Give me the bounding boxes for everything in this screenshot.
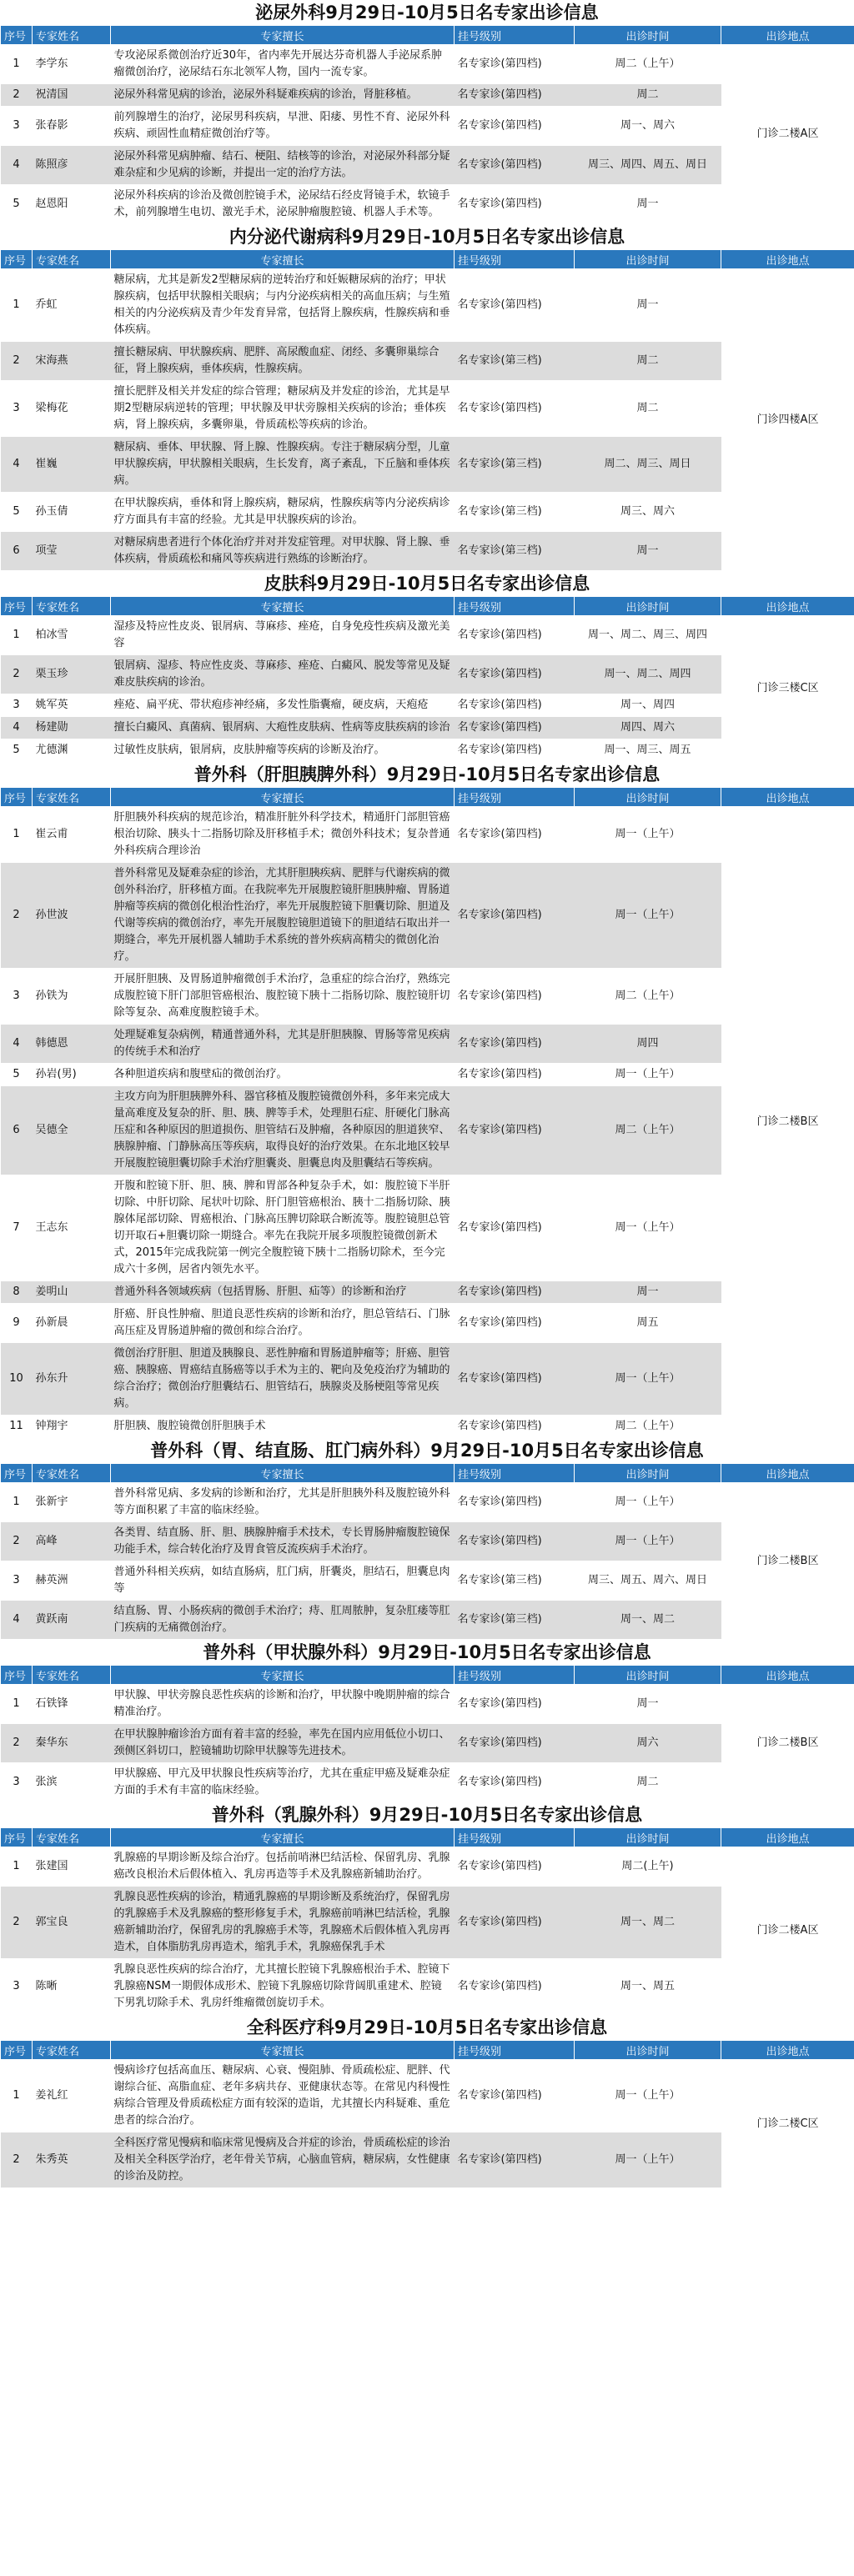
- expert-specialty: 普通外科相关疾病，如结直肠病，肛门病，肝囊炎，胆结石，胆囊息肉等: [111, 1561, 455, 1601]
- clinic-time: 周一、周三、周五: [575, 739, 721, 762]
- expert-specialty: 全科医疗常见慢病和临床常见慢病及合并症的诊治，骨质疏松症的诊治及相关全科医学治疗，老年骨关节病，心脑血管病，糖尿病，女性健康的诊治及防控。: [111, 2132, 455, 2188]
- clinic-time: 周三、周四、周五、周日: [575, 146, 721, 185]
- expert-name: 栗玉珍: [33, 655, 111, 694]
- specialty-header: 专家擅长: [111, 597, 455, 616]
- table-row: [1, 269, 854, 342]
- schedule-table: [0, 787, 854, 1438]
- expert-specialty: 泌尿外科疾病的诊治及微创腔镜手术，泌尿结石经皮肾镜手术，软镜手术，前列腺增生电切、激光手术，泌尿肿瘤腹腔镜、机器人手术等。: [111, 185, 455, 224]
- section-title: 皮肤科9月29日-10月5日名专家出诊信息: [0, 571, 854, 596]
- expert-name: 陈晰: [33, 1959, 111, 2015]
- expert-specialty: 肝癌、肝良性肿瘤、胆道良恶性疾病的诊断和治疗，胆总管结石、门脉高压症及胃肠道肿瘤的微创和综合治疗。: [111, 1304, 455, 1343]
- name-header: 专家姓名: [33, 597, 111, 616]
- clinic-location: 门诊二楼B区: [721, 807, 854, 1438]
- row-number: 1: [1, 807, 33, 863]
- section-title: 普外科（乳腺外科）9月29日-10月5日名专家出诊信息: [0, 1802, 854, 1827]
- name-header: 专家姓名: [33, 2041, 111, 2060]
- clinic-time: 周一、周六: [575, 107, 721, 146]
- row-number: 3: [1, 694, 33, 717]
- row-number: 3: [1, 381, 33, 437]
- clinic-time: 周二（上午）: [575, 1086, 721, 1175]
- clinic-time: 周一（上午）: [575, 807, 721, 863]
- row-number: 2: [1, 655, 33, 694]
- registration-level: 名专家诊(第四档): [455, 107, 575, 146]
- department-section: [0, 762, 854, 1438]
- registration-level: 名专家诊(第四档): [455, 1304, 575, 1343]
- expert-specialty: 乳腺良恶性疾病的诊治，精通乳腺癌的早期诊断及系统治疗，保留乳房的乳腺癌手术及乳腺癌的整形修复手术，乳腺癌前哨淋巴结活检，乳腺癌新辅助治疗，保留乳房的乳腺癌手术等，乳腺癌术后假体植入乳房再造术，自体脂肪乳房再造术，缩乳手术，乳腺癌保乳手术: [111, 1887, 455, 1959]
- clinic-time: 周四、周六: [575, 717, 721, 739]
- registration-level: 名专家诊(第四档): [455, 2060, 575, 2132]
- specialty-header: 专家擅长: [111, 2041, 455, 2060]
- row-number: 2: [1, 1522, 33, 1561]
- expert-specialty: 各类胃、结直肠、肝、胆、胰腺肿瘤手术技术，专长胃肠肿瘤腹腔镜保功能手术，综合转化治疗及胃食管反流疾病手术治疗。: [111, 1522, 455, 1561]
- level-header: 挂号级别: [455, 26, 575, 45]
- registration-level: 名专家诊(第四档): [455, 739, 575, 762]
- expert-specialty: 在甲状腺肿瘤诊治方面有着丰富的经验，率先在国内应用低位小切口、颈侧区斜切口，腔镜辅助切除甲状腺等先进技术。: [111, 1724, 455, 1763]
- clinic-time: 周四: [575, 1025, 721, 1064]
- seq-header: 序号: [1, 26, 33, 45]
- registration-level: 名专家诊(第四档): [455, 1522, 575, 1561]
- specialty-header: 专家擅长: [111, 788, 455, 807]
- clinic-time: 周一、周二、周四: [575, 655, 721, 694]
- row-number: 8: [1, 1281, 33, 1304]
- registration-level: 名专家诊(第四档): [455, 2132, 575, 2188]
- header-row: [1, 1666, 854, 1685]
- expert-name: 孙岩(男): [33, 1064, 111, 1086]
- row-number: 6: [1, 1086, 33, 1175]
- clinic-time: 周一: [575, 532, 721, 571]
- expert-name: 祝清国: [33, 84, 111, 107]
- table-row: [1, 1483, 854, 1522]
- department-section: [0, 1438, 854, 1640]
- row-number: 10: [1, 1343, 33, 1416]
- expert-specialty: 主攻方向为肝胆胰脾外科、器官移植及腹腔镜微创外科，多年来完成大量高难度及复杂的肝、胆、胰、脾等手术，处理胆石症、肝硬化门脉高压症和各种原因的胆道损伤、胆管结石及肿瘤，各种原因的胆道狭窄、胰腺肿瘤、门静脉高压等疾病，取得良好的治疗效果。在东北地区较早开展腹腔镜胆囊切除手术治疗胆囊炎、胆囊息肉及胆囊结石等疾病。: [111, 1086, 455, 1175]
- registration-level: 名专家诊(第四档): [455, 1416, 575, 1438]
- expert-name: 秦华东: [33, 1724, 111, 1763]
- section-title: 泌尿外科9月29日-10月5日名专家出诊信息: [0, 0, 854, 25]
- row-number: 2: [1, 342, 33, 381]
- clinic-time: 周二(上午): [575, 1847, 721, 1887]
- header-row: [1, 250, 854, 269]
- row-number: 5: [1, 185, 33, 224]
- registration-level: 名专家诊(第四档): [455, 655, 575, 694]
- seq-header: 序号: [1, 1464, 33, 1483]
- clinic-time: 周六: [575, 1724, 721, 1763]
- registration-level: 名专家诊(第三档): [455, 1601, 575, 1640]
- clinic-time: 周二: [575, 381, 721, 437]
- expert-specialty: 擅长肥胖及相关并发症的综合管理；糖尿病及并发症的诊治，尤其是早期2型糖尿病逆转的管理；甲状腺及甲状旁腺相关疾病的诊治；垂体疾病，肾上腺疾病，多囊卵巢，骨质疏松等疾病的诊治。: [111, 381, 455, 437]
- expert-name: 王志东: [33, 1175, 111, 1281]
- row-number: 4: [1, 146, 33, 185]
- seq-header: 序号: [1, 788, 33, 807]
- registration-level: 名专家诊(第四档): [455, 1281, 575, 1304]
- table-row: [1, 45, 854, 84]
- registration-level: 名专家诊(第四档): [455, 185, 575, 224]
- expert-specialty: 普外科常见及疑难杂症的诊治，尤其肝胆胰疾病、肥胖与代谢疾病的微创外科治疗，肝移植方面。在我院率先开展腹腔镜肝胆胰肿瘤、胃肠道肿瘤等疾病的微创化根治性治疗，率先开展腹腔镜下胆囊切除、胆道及代谢等疾病的微创治疗，率先开展腹腔镜胆道镜下的胆道结石取出并一期缝合，率先开展机器人辅助手术系统的普外疾病高精尖的微创化治疗。: [111, 863, 455, 969]
- registration-level: 名专家诊(第四档): [455, 1025, 575, 1064]
- expert-name: 孙铁为: [33, 969, 111, 1025]
- expert-name: 吴德全: [33, 1086, 111, 1175]
- clinic-time: 周二: [575, 1763, 721, 1802]
- row-number: 2: [1, 1887, 33, 1959]
- level-header: 挂号级别: [455, 1828, 575, 1847]
- location-header: 出诊地点: [721, 1828, 854, 1847]
- clinic-time: 周二: [575, 342, 721, 381]
- department-section: [0, 1802, 854, 2015]
- time-header: 出诊时间: [575, 788, 721, 807]
- clinic-location: 门诊三楼C区: [721, 616, 854, 762]
- expert-name: 姜明山: [33, 1281, 111, 1304]
- clinic-time: 周一（上午）: [575, 1064, 721, 1086]
- expert-name: 韩德恩: [33, 1025, 111, 1064]
- name-header: 专家姓名: [33, 1666, 111, 1685]
- expert-name: 陈照彦: [33, 146, 111, 185]
- row-number: 4: [1, 1025, 33, 1064]
- time-header: 出诊时间: [575, 1666, 721, 1685]
- expert-specialty: 甲状腺癌、甲亢及甲状腺良性疾病等治疗，尤其在重症甲癌及疑难杂症方面的手术有丰富的临床经验。: [111, 1763, 455, 1802]
- expert-specialty: 普外科常见病、多发病的诊断和治疗，尤其是肝胆胰外科及腹腔镜外科等方面积累了丰富的临床经验。: [111, 1483, 455, 1522]
- table-row: [1, 616, 854, 655]
- row-number: 2: [1, 1724, 33, 1763]
- seq-header: 序号: [1, 597, 33, 616]
- department-section: [0, 0, 854, 224]
- registration-level: 名专家诊(第三档): [455, 532, 575, 571]
- time-header: 出诊时间: [575, 26, 721, 45]
- location-header: 出诊地点: [721, 26, 854, 45]
- location-header: 出诊地点: [721, 1666, 854, 1685]
- row-number: 1: [1, 269, 33, 342]
- row-number: 2: [1, 84, 33, 107]
- table-row: [1, 1847, 854, 1887]
- level-header: 挂号级别: [455, 1464, 575, 1483]
- section-title: 普外科（甲状腺外科）9月29日-10月5日名专家出诊信息: [0, 1640, 854, 1665]
- specialty-header: 专家擅长: [111, 1828, 455, 1847]
- level-header: 挂号级别: [455, 597, 575, 616]
- row-number: 4: [1, 1601, 33, 1640]
- expert-name: 梁梅花: [33, 381, 111, 437]
- department-section: [0, 1640, 854, 1802]
- section-title: 全科医疗科9月29日-10月5日名专家出诊信息: [0, 2015, 854, 2040]
- expert-specialty: 擅长白癜风、真菌病、银屑病、大疱性皮肤病、性病等皮肤疾病的诊治: [111, 717, 455, 739]
- expert-name: 尤德渊: [33, 739, 111, 762]
- clinic-time: 周一: [575, 1685, 721, 1724]
- expert-specialty: 痤疮、扁平疣、带状疱疹神经痛，多发性脂囊瘤，硬皮病，天疱疮: [111, 694, 455, 717]
- registration-level: 名专家诊(第四档): [455, 1064, 575, 1086]
- registration-level: 名专家诊(第四档): [455, 1175, 575, 1281]
- row-number: 1: [1, 45, 33, 84]
- clinic-location: 门诊四楼A区: [721, 269, 854, 571]
- location-header: 出诊地点: [721, 597, 854, 616]
- specialty-header: 专家擅长: [111, 1464, 455, 1483]
- header-row: [1, 1828, 854, 1847]
- row-number: 3: [1, 107, 33, 146]
- clinic-time: 周一: [575, 1281, 721, 1304]
- expert-name: 朱秀英: [33, 2132, 111, 2188]
- clinic-time: 周二（上午）: [575, 969, 721, 1025]
- location-header: 出诊地点: [721, 788, 854, 807]
- table-row: [1, 2060, 854, 2132]
- clinic-location: 门诊二楼B区: [721, 1685, 854, 1802]
- expert-specialty: 普通外科各领域疾病（包括胃肠、肝胆、疝等）的诊断和治疗: [111, 1281, 455, 1304]
- seq-header: 序号: [1, 1666, 33, 1685]
- department-section: [0, 571, 854, 762]
- expert-specialty: 乳腺癌的早期诊断及综合治疗。包括前哨淋巴结活检、保留乳房、乳腺癌改良根治术后假体植入、乳房再造等手术及乳腺癌新辅助治疗。: [111, 1847, 455, 1887]
- registration-level: 名专家诊(第四档): [455, 863, 575, 969]
- registration-level: 名专家诊(第四档): [455, 84, 575, 107]
- expert-specialty: 结直肠、胃、小肠疾病的微创手术治疗；痔、肛周脓肿，复杂肛瘘等肛门疾病的无痛微创治疗。: [111, 1601, 455, 1640]
- row-number: 1: [1, 1483, 33, 1522]
- expert-name: 张建国: [33, 1847, 111, 1887]
- clinic-time: 周三、周五、周六、周日: [575, 1561, 721, 1601]
- location-header: 出诊地点: [721, 1464, 854, 1483]
- expert-specialty: 微创治疗肝胆、胆道及胰腺良、恶性肿瘤和胃肠道肿瘤等；肝癌、胆管癌、胰腺癌、胃癌结直肠癌等以手术为主的、靶向及免疫治疗为辅助的综合治疗；微创治疗胆囊结石、胆管结石，胰腺炎及肠梗阻等常见疾病。: [111, 1343, 455, 1416]
- expert-specialty: 泌尿外科常见病的诊治，泌尿外科疑难疾病的诊治，肾脏移植。: [111, 84, 455, 107]
- row-number: 2: [1, 2132, 33, 2188]
- registration-level: 名专家诊(第三档): [455, 1561, 575, 1601]
- time-header: 出诊时间: [575, 597, 721, 616]
- clinic-time: 周一、周五: [575, 1959, 721, 2015]
- expert-name: 赫英洲: [33, 1561, 111, 1601]
- expert-name: 孙世波: [33, 863, 111, 969]
- schedule-table: [0, 1463, 854, 1640]
- expert-name: 姚军英: [33, 694, 111, 717]
- clinic-time: 周一（上午）: [575, 2060, 721, 2132]
- row-number: 1: [1, 1847, 33, 1887]
- expert-name: 孙东升: [33, 1343, 111, 1416]
- clinic-location: 门诊二楼A区: [721, 45, 854, 224]
- time-header: 出诊时间: [575, 1828, 721, 1847]
- registration-level: 名专家诊(第四档): [455, 1086, 575, 1175]
- clinic-time: 周一、周二、周三、周四: [575, 616, 721, 655]
- registration-level: 名专家诊(第四档): [455, 1763, 575, 1802]
- registration-level: 名专家诊(第四档): [455, 1847, 575, 1887]
- expert-name: 郭宝良: [33, 1887, 111, 1959]
- expert-name: 张新宇: [33, 1483, 111, 1522]
- expert-name: 柏冰雪: [33, 616, 111, 655]
- expert-specialty: 肝胆胰外科疾病的规范诊治，精准肝脏外科学技术，精通肝门部胆管癌根治切除、胰头十二指肠切除及肝移植手术；微创外科技术；复杂普通外科疾病合理诊治: [111, 807, 455, 863]
- registration-level: 名专家诊(第四档): [455, 694, 575, 717]
- row-number: 5: [1, 493, 33, 532]
- specialty-header: 专家擅长: [111, 250, 455, 269]
- time-header: 出诊时间: [575, 250, 721, 269]
- level-header: 挂号级别: [455, 788, 575, 807]
- registration-level: 名专家诊(第四档): [455, 1685, 575, 1724]
- expert-name: 李学东: [33, 45, 111, 84]
- location-header: 出诊地点: [721, 2041, 854, 2060]
- location-header: 出诊地点: [721, 250, 854, 269]
- level-header: 挂号级别: [455, 250, 575, 269]
- expert-specialty: 对糖尿病患者进行个体化治疗并对并发症管理。对甲状腺、肾上腺、垂体疾病，骨质疏松和痛风等疾病进行熟练的诊断治疗。: [111, 532, 455, 571]
- expert-specialty: 擅长糖尿病、甲状腺疾病、肥胖、高尿酸血症、闭经、多囊卵巢综合征，肾上腺疾病，垂体疾病，性腺疾病。: [111, 342, 455, 381]
- clinic-time: 周一（上午）: [575, 1522, 721, 1561]
- registration-level: 名专家诊(第四档): [455, 717, 575, 739]
- registration-level: 名专家诊(第四档): [455, 1343, 575, 1416]
- clinic-time: 周三、周六: [575, 493, 721, 532]
- clinic-time: 周五: [575, 1304, 721, 1343]
- schedule-table: [0, 596, 854, 762]
- registration-level: 名专家诊(第四档): [455, 807, 575, 863]
- expert-name: 崔巍: [33, 437, 111, 493]
- row-number: 6: [1, 532, 33, 571]
- expert-name: 崔云甫: [33, 807, 111, 863]
- table-row: [1, 1685, 854, 1724]
- expert-specialty: 乳腺良恶性疾病的综合治疗，尤其擅长腔镜下乳腺癌根治手术、腔镜下乳腺癌NSM一期假体成形术、腔镜下乳腺癌切除背阔肌重建术、腔镜下男乳切除手术、乳房纤维瘤微创旋切手术。: [111, 1959, 455, 2015]
- schedule-table: [0, 25, 854, 224]
- registration-level: 名专家诊(第四档): [455, 146, 575, 185]
- registration-level: 名专家诊(第四档): [455, 1887, 575, 1959]
- expert-specialty: 过敏性皮肤病，银屑病，皮肤肿瘤等疾病的诊断及治疗。: [111, 739, 455, 762]
- registration-level: 名专家诊(第四档): [455, 1724, 575, 1763]
- expert-name: 张滨: [33, 1763, 111, 1802]
- specialty-header: 专家擅长: [111, 26, 455, 45]
- expert-specialty: 糖尿病，尤其是新发2型糖尿病的逆转治疗和妊娠糖尿病的治疗；甲状腺疾病，包括甲状腺相关眼病；与内分泌疾病相关的高血压病；与生殖相关的内分泌疾病及青少年发育异常，包括肾上腺疾病，性腺疾病和垂体疾病。: [111, 269, 455, 342]
- expert-specialty: 各种胆道疾病和腹壁疝的微创治疗。: [111, 1064, 455, 1086]
- expert-name: 孙新晨: [33, 1304, 111, 1343]
- expert-specialty: 肝胆胰、腹腔镜微创肝胆胰手术: [111, 1416, 455, 1438]
- expert-specialty: 湿疹及特应性皮炎、银屑病、荨麻疹、痤疮，自身免疫性疾病及激光美容: [111, 616, 455, 655]
- clinic-time: 周二、周三、周日: [575, 437, 721, 493]
- row-number: 11: [1, 1416, 33, 1438]
- name-header: 专家姓名: [33, 26, 111, 45]
- clinic-time: 周一、周四: [575, 694, 721, 717]
- name-header: 专家姓名: [33, 788, 111, 807]
- expert-name: 孙玉倩: [33, 493, 111, 532]
- name-header: 专家姓名: [33, 1464, 111, 1483]
- clinic-time: 周一: [575, 269, 721, 342]
- registration-level: 名专家诊(第三档): [455, 437, 575, 493]
- table-row: [1, 807, 854, 863]
- name-header: 专家姓名: [33, 250, 111, 269]
- expert-name: 钟翔宇: [33, 1416, 111, 1438]
- clinic-time: 周一: [575, 185, 721, 224]
- registration-level: 名专家诊(第三档): [455, 493, 575, 532]
- section-title: 普外科（肝胆胰脾外科）9月29日-10月5日名专家出诊信息: [0, 762, 854, 787]
- clinic-location: 门诊二楼A区: [721, 1847, 854, 2015]
- expert-name: 姜礼红: [33, 2060, 111, 2132]
- section-title: 内分泌代谢病科9月29日-10月5日名专家出诊信息: [0, 224, 854, 249]
- row-number: 7: [1, 1175, 33, 1281]
- name-header: 专家姓名: [33, 1828, 111, 1847]
- schedule-table: [0, 2040, 854, 2188]
- row-number: 3: [1, 1959, 33, 2015]
- expert-specialty: 前列腺增生的治疗，泌尿男科疾病，早泄、阳痿、男性不育、泌尿外科疾病、顽固性血精症微创治疗等。: [111, 107, 455, 146]
- expert-specialty: 甲状腺、甲状旁腺良恶性疾病的诊断和治疗，甲状腺中晚期肿瘤的综合精准治疗。: [111, 1685, 455, 1724]
- expert-specialty: 专攻泌尿系微创治疗近30年，省内率先开展达芬奇机器人手泌尿系肿瘤微创治疗，泌尿结石东北领军人物，国内一流专家。: [111, 45, 455, 84]
- expert-name: 宋海燕: [33, 342, 111, 381]
- row-number: 5: [1, 739, 33, 762]
- row-number: 2: [1, 863, 33, 969]
- clinic-time: 周一（上午）: [575, 1343, 721, 1416]
- clinic-location: 门诊二楼B区: [721, 1483, 854, 1640]
- clinic-time: 周一（上午）: [575, 2132, 721, 2188]
- clinic-time: 周一（上午）: [575, 1483, 721, 1522]
- clinic-time: 周一（上午）: [575, 863, 721, 969]
- row-number: 1: [1, 616, 33, 655]
- expert-name: 杨建勋: [33, 717, 111, 739]
- seq-header: 序号: [1, 2041, 33, 2060]
- clinic-time: 周二（上午）: [575, 1416, 721, 1438]
- level-header: 挂号级别: [455, 2041, 575, 2060]
- expert-specialty: 泌尿外科常见病肿瘤、结石、梗阻、结核等的诊治，对泌尿外科部分疑难杂症和少见病的诊断，并提出一定的治疗方法。: [111, 146, 455, 185]
- row-number: 9: [1, 1304, 33, 1343]
- schedule-table: [0, 1827, 854, 2015]
- expert-name: 赵恩阳: [33, 185, 111, 224]
- registration-level: 名专家诊(第四档): [455, 1483, 575, 1522]
- seq-header: 序号: [1, 1828, 33, 1847]
- row-number: 4: [1, 717, 33, 739]
- row-number: 1: [1, 1685, 33, 1724]
- department-section: [0, 2015, 854, 2188]
- row-number: 4: [1, 437, 33, 493]
- schedule-table: [0, 1665, 854, 1802]
- expert-specialty: 银屑病、湿疹、特应性皮炎、荨麻疹、痤疮、白癜风、脱发等常见及疑难皮肤疾病的诊治。: [111, 655, 455, 694]
- specialty-header: 专家擅长: [111, 1666, 455, 1685]
- expert-name: 张春影: [33, 107, 111, 146]
- expert-name: 项莹: [33, 532, 111, 571]
- registration-level: 名专家诊(第四档): [455, 1959, 575, 2015]
- level-header: 挂号级别: [455, 1666, 575, 1685]
- expert-name: 石铁锋: [33, 1685, 111, 1724]
- expert-name: 乔虹: [33, 269, 111, 342]
- expert-specialty: 在甲状腺疾病，垂体和肾上腺疾病，糖尿病，性腺疾病等内分泌疾病诊疗方面具有丰富的经验。尤其是甲状腺疾病的诊治。: [111, 493, 455, 532]
- registration-level: 名专家诊(第四档): [455, 969, 575, 1025]
- expert-specialty: 开腹和腔镜下肝、胆、胰、脾和胃部各种复杂手术，如：腹腔镜下半肝切除、中肝切除、尾状叶切除、肝门胆管癌根治、胰十二指肠切除、胰腺体尾部切除、胃癌根治、门脉高压脾切除联合断流等。腹腔镜胆总管切开取石+胆囊切除一期缝合。率先在我院开展多项腹腔镜微创新术式，2015年完成我院第一例完全腹腔镜下胰十二指肠切除术，至今完成六十多例，居省内领先水平。: [111, 1175, 455, 1281]
- registration-level: 名专家诊(第三档): [455, 342, 575, 381]
- clinic-time: 周二: [575, 84, 721, 107]
- expert-name: 高峰: [33, 1522, 111, 1561]
- registration-level: 名专家诊(第四档): [455, 269, 575, 342]
- time-header: 出诊时间: [575, 1464, 721, 1483]
- header-row: [1, 2041, 854, 2060]
- clinic-time: 周一、周二: [575, 1601, 721, 1640]
- expert-specialty: 处理疑难复杂病例，精通普通外科，尤其是肝胆胰腺、胃肠等常见疾病的传统手术和治疗: [111, 1025, 455, 1064]
- expert-name: 黄跃南: [33, 1601, 111, 1640]
- clinic-time: 周二（上午）: [575, 45, 721, 84]
- expert-specialty: 开展肝胆胰、及胃肠道肿瘤微创手术治疗，急重症的综合治疗，熟练完成腹腔镜下肝门部胆管癌根治、腹腔镜下胰十二指肠切除、腹腔镜肝切除等复杂、高难度腹腔镜手术。: [111, 969, 455, 1025]
- header-row: [1, 597, 854, 616]
- time-header: 出诊时间: [575, 2041, 721, 2060]
- clinic-location: 门诊二楼C区: [721, 2060, 854, 2188]
- registration-level: 名专家诊(第四档): [455, 381, 575, 437]
- row-number: 3: [1, 1561, 33, 1601]
- clinic-time: 周一（上午）: [575, 1175, 721, 1281]
- expert-specialty: 慢病诊疗包括高血压、糖尿病、心衰、慢阻肺、骨质疏松症、肥胖、代谢综合征、高脂血症、老年多病共存、亚健康状态等。在常见内科慢性病综合管理及骨质疏松症方面有较深的造诣，尤其擅长内科疑难、重危患者的综合治疗。: [111, 2060, 455, 2132]
- row-number: 1: [1, 2060, 33, 2132]
- header-row: [1, 788, 854, 807]
- registration-level: 名专家诊(第四档): [455, 45, 575, 84]
- row-number: 3: [1, 1763, 33, 1802]
- schedule-table: [0, 249, 854, 571]
- expert-specialty: 糖尿病、垂体、甲状腺、肾上腺、性腺疾病。专注于糖尿病分型，儿童甲状腺疾病，甲状腺相关眼病，生长发育，离子紊乱，下丘脑和垂体疾病。: [111, 437, 455, 493]
- department-section: [0, 224, 854, 571]
- row-number: 3: [1, 969, 33, 1025]
- header-row: [1, 26, 854, 45]
- header-row: [1, 1464, 854, 1483]
- row-number: 5: [1, 1064, 33, 1086]
- seq-header: 序号: [1, 250, 33, 269]
- clinic-time: 周一、周二: [575, 1887, 721, 1959]
- section-title: 普外科（胃、结直肠、肛门病外科）9月29日-10月5日名专家出诊信息: [0, 1438, 854, 1463]
- registration-level: 名专家诊(第四档): [455, 616, 575, 655]
